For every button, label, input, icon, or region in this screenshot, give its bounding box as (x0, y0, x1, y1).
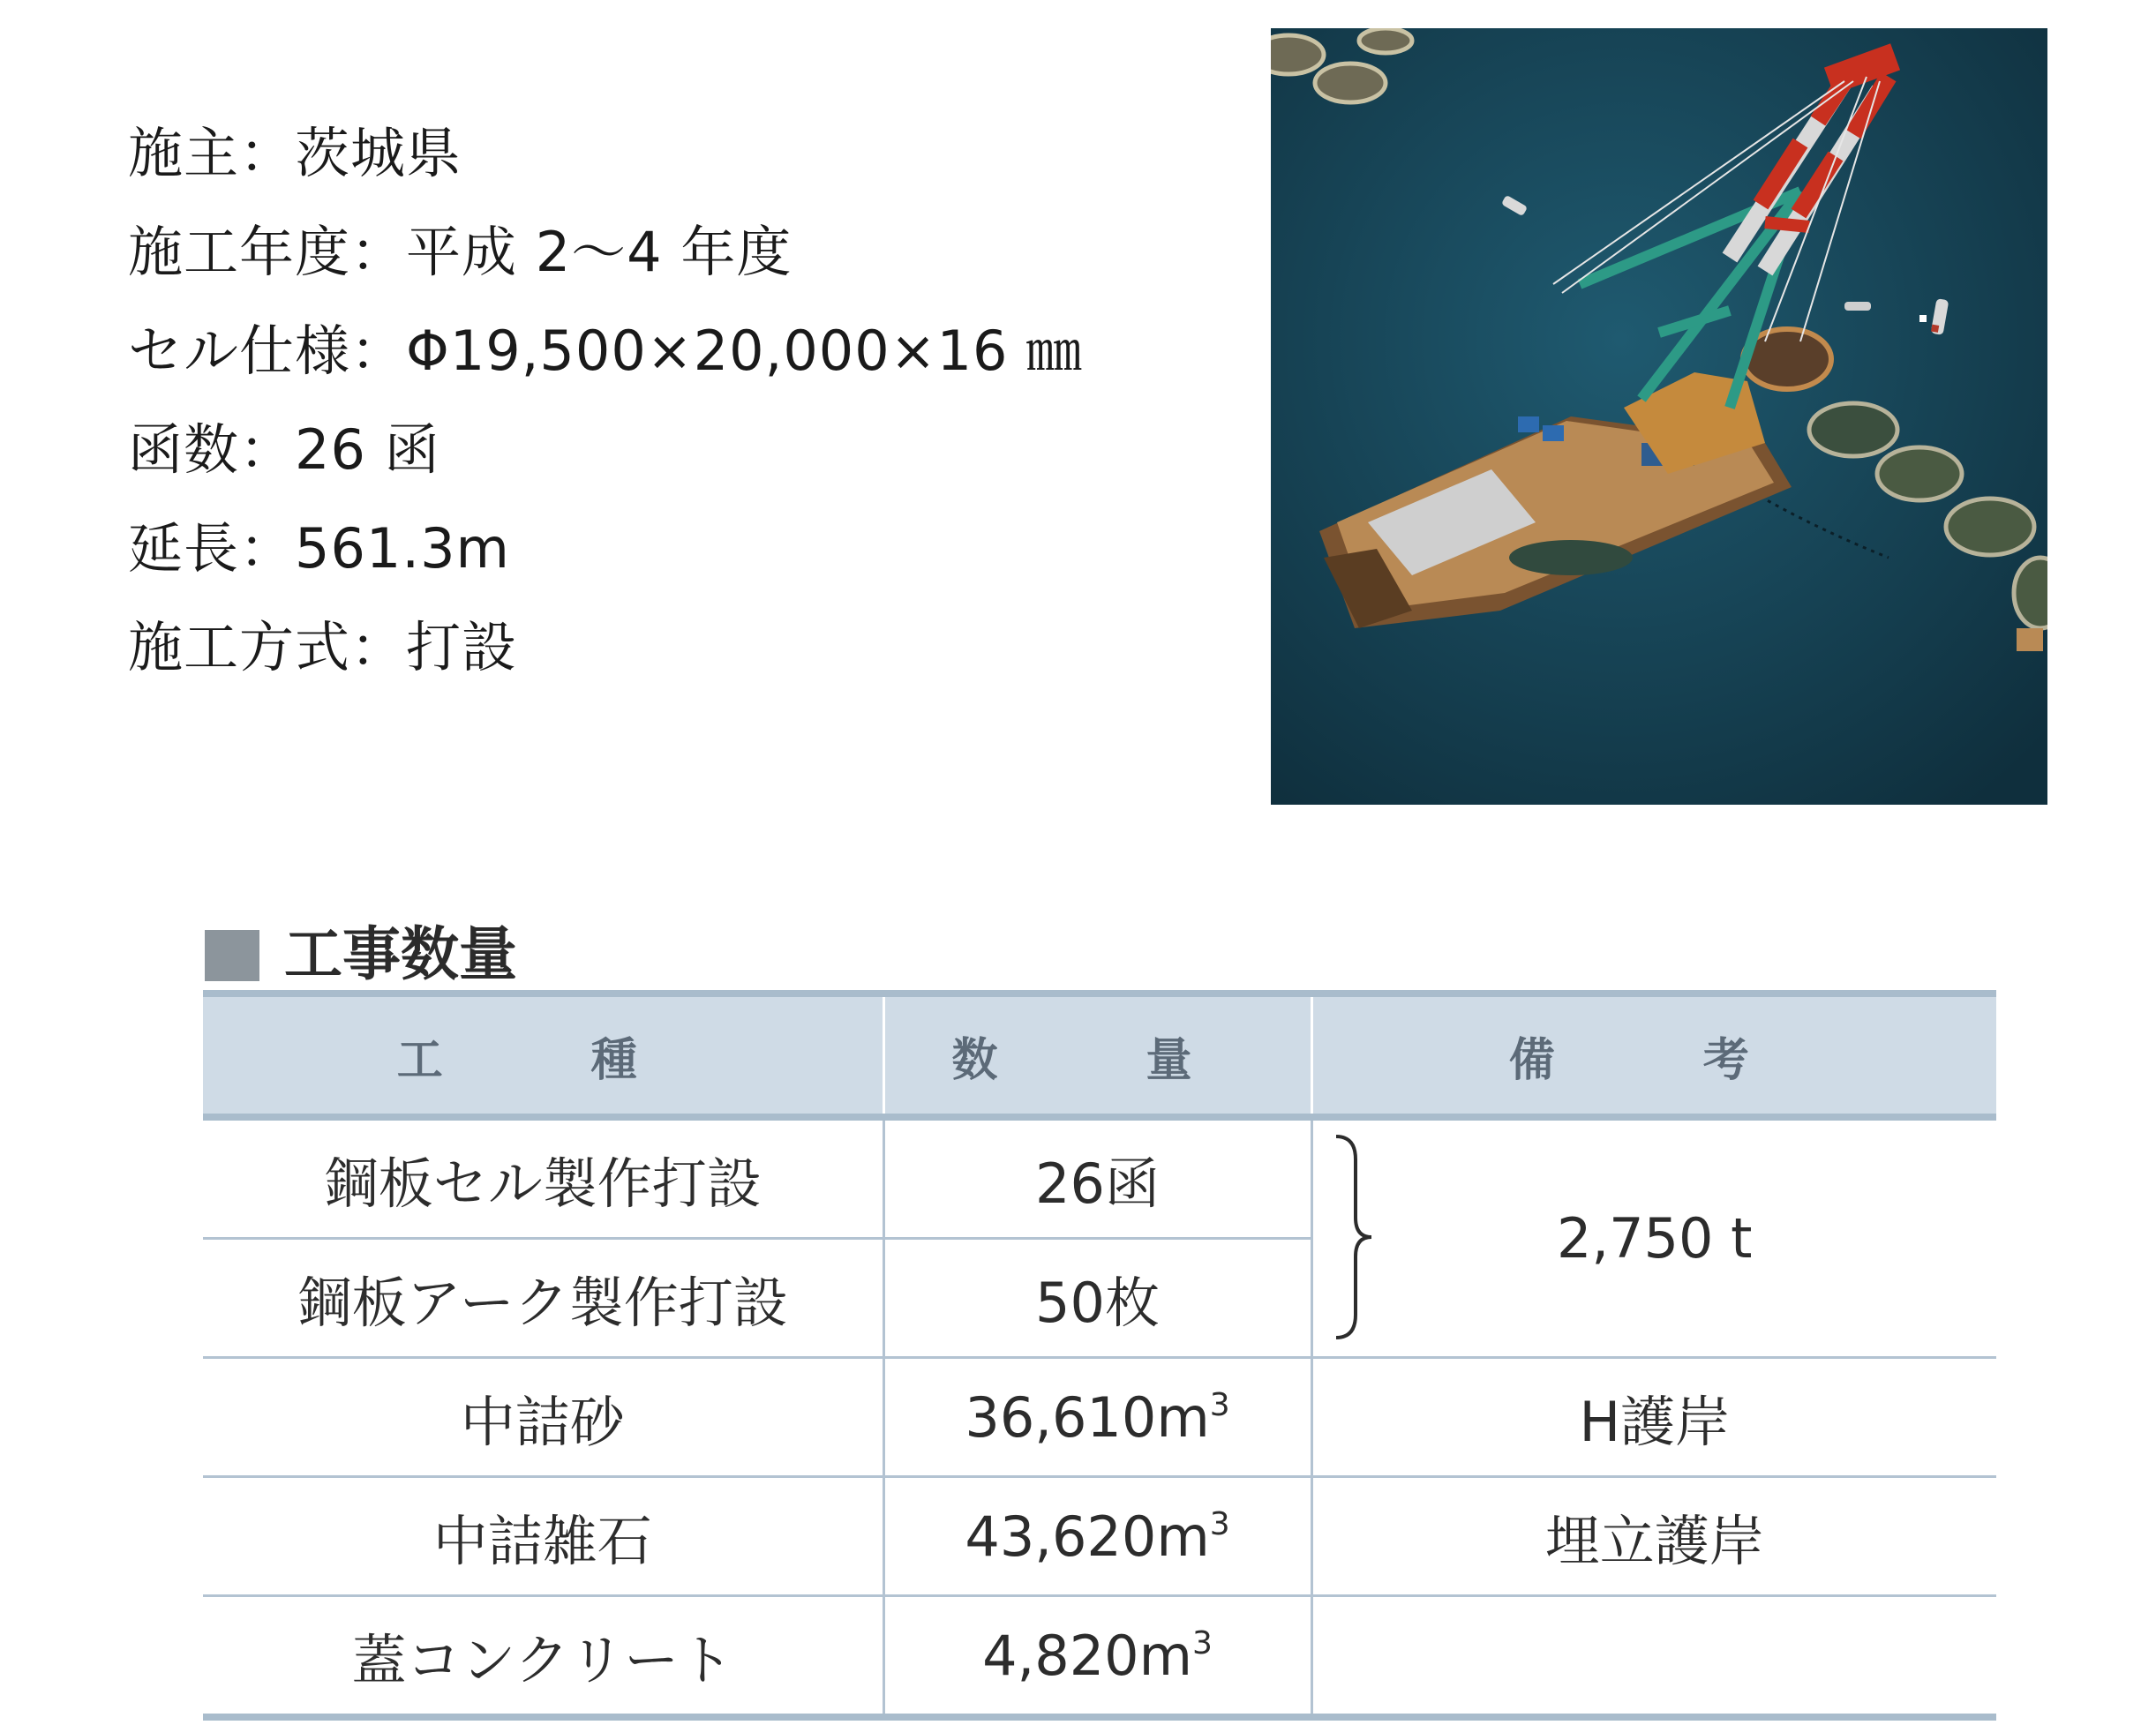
section-marker (205, 930, 259, 981)
spec-separator: ： (239, 516, 296, 581)
row-work-type: 中詰砂 (203, 1358, 883, 1477)
work-quantity-table (203, 990, 1996, 1721)
row-work-type: 蓋コンクリート (203, 1596, 883, 1718)
header-quantity: 数 量 (883, 994, 1311, 1117)
unit-superscript: 3 (1191, 1624, 1213, 1661)
row-work-type: 鋼板セル製作打設 (203, 1117, 883, 1239)
header-work-type: 工 種 (203, 994, 883, 1117)
spec-separator: ： (350, 615, 407, 679)
quantity-value: 4,820m (982, 1623, 1192, 1688)
table-header-row (203, 994, 1996, 1117)
spec-construction-method (128, 598, 1082, 697)
merged-note-value: 2,750 t (1556, 1206, 1753, 1271)
row-remarks-merged (1311, 1117, 1996, 1358)
row-quantity (883, 1358, 1311, 1477)
spec-separator: ： (239, 121, 296, 185)
spec-label: 施工方式 (128, 615, 351, 679)
spec-value: 打設 (406, 615, 518, 679)
table-row (203, 1117, 1996, 1239)
unit-superscript: 3 (1209, 1505, 1230, 1542)
quantity-value: 36,610m (965, 1384, 1210, 1450)
row-quantity: 26函 (883, 1117, 1311, 1239)
spec-label: 延長 (128, 516, 240, 581)
spec-value: Φ19,500×20,000×16 ㎜ (406, 319, 1083, 383)
spec-value: 茨城県 (295, 121, 462, 185)
spec-label: 施工年度 (128, 220, 351, 284)
spec-extension-length (128, 499, 1082, 598)
aerial-crane-barge-photo (1271, 28, 2047, 805)
spec-separator: ： (350, 319, 407, 383)
header-remarks: 備 考 (1311, 994, 1996, 1117)
spec-cell-specification (128, 302, 1082, 401)
section-title: 工事数量 (284, 920, 517, 988)
spec-label: 函数 (128, 417, 240, 482)
quantity-value: 43,620m (965, 1504, 1210, 1569)
project-spec-list (128, 104, 1082, 697)
spec-separator: ： (239, 417, 296, 482)
spec-value: 26 函 (295, 417, 440, 482)
spec-separator: ： (350, 220, 407, 284)
curly-brace-icon (1331, 1133, 1375, 1341)
row-quantity (883, 1596, 1311, 1718)
table-row (203, 1596, 1996, 1718)
spec-label: セル仕様 (128, 319, 351, 383)
table-row (203, 1358, 1996, 1477)
spec-cell-count (128, 401, 1082, 499)
row-work-type: 鋼板アーク製作打設 (203, 1239, 883, 1358)
spec-owner (128, 104, 1082, 203)
unit-superscript: 3 (1209, 1386, 1230, 1423)
spec-value: 561.3m (295, 516, 510, 581)
spec-label: 施主 (128, 121, 240, 185)
row-quantity: 50枚 (883, 1239, 1311, 1358)
row-quantity (883, 1477, 1311, 1596)
row-work-type: 中詰雑石 (203, 1477, 883, 1596)
spec-value: 平成 2〜4 年度 (406, 220, 793, 284)
table-row (203, 1477, 1996, 1596)
row-remarks: H護岸 (1311, 1358, 1996, 1477)
crane-barge-illustration (1271, 28, 2047, 805)
row-remarks (1311, 1596, 1996, 1718)
row-remarks: 埋立護岸 (1311, 1477, 1996, 1596)
spec-construction-year (128, 203, 1082, 302)
